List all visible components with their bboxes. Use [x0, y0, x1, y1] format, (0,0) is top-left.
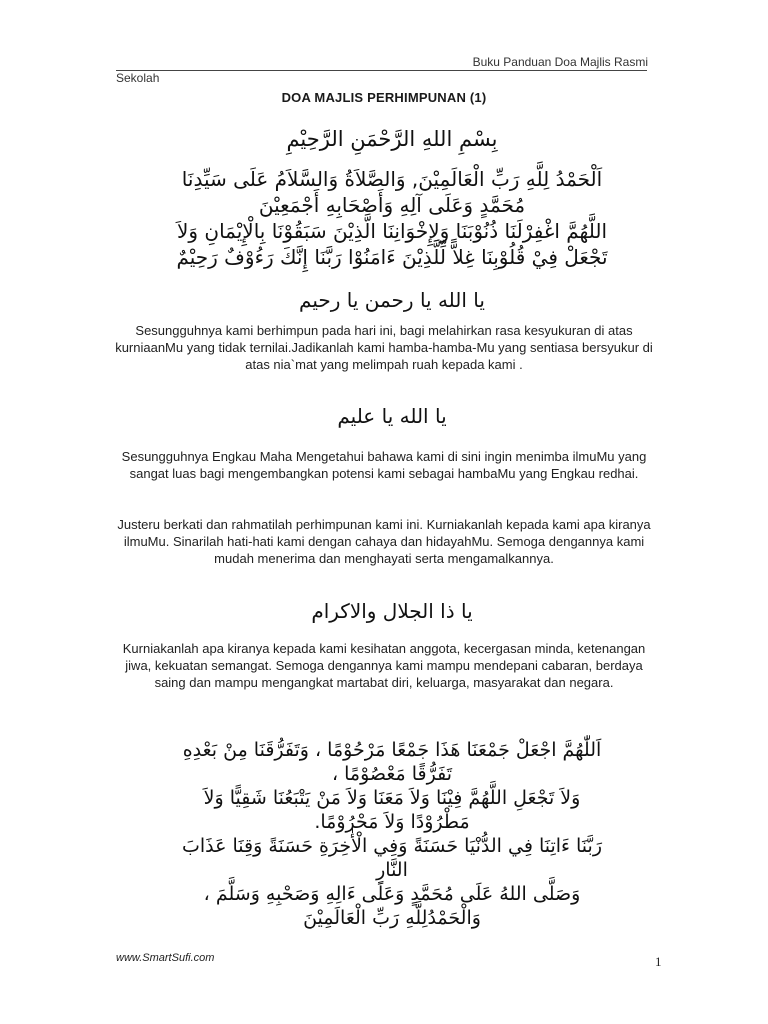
closing-prayer-line: مَطْرُوْدًا وَلاَ مَحْرُوْمًا. [314, 811, 470, 833]
paragraph-4: Kurniakanlah apa kiranya kepada kami kesihatan anggota, kecergasan minda, ketenangan jiwa, kekuatan semangat. Semoga dengannya kami mampu mendepani cabaran, berdaya saing dan mampu mengangkat martabat diri, keluarga, masyarakat dan negara. [122, 641, 646, 690]
opening-prayer-line: اَلْحَمْدُ لِلَّهِ رَبِّ الْعَالَمِيْنَ, وَالصَّلاَةُ وَالسَّلاَمُ عَلَى سَيِّدِنَا [181, 167, 603, 191]
basmala: بِسْمِ اللهِ الرَّحْمَنِ الرَّحِيْمِ [286, 127, 498, 151]
opening-prayer-line: تَجْعَلْ فِيْ قُلُوْبِنَا غِلاًّ لِّلَّذِيْنَ ءَامَنُوْا رَبَّنَا إِنَّكَ رَءُوْفٌ رَحِيْمٌ [176, 245, 608, 269]
closing-prayer-line: تَفَرُّقًا مَعْصُوْمًا ، [331, 763, 453, 785]
closing-prayer [112, 738, 672, 930]
document-title: DOA MAJLIS PERHIMPUNAN (1) [281, 90, 487, 105]
invocation-heading-2: يا الله يا عليم [337, 404, 447, 428]
page-number: 1 [655, 954, 662, 969]
closing-prayer-line: وَالْحَمْدُلِلَّهِ رَبِّ الْعَالَمِيْنَ [303, 907, 481, 929]
closing-prayer-line: النَّارِ [376, 859, 408, 881]
opening-prayer-line: اللَّهُمَّ اغْفِرْلَنَا ذُنُوْبَنَا وَلِإِخْوَانِنَا الَّذِيْنَ سَبَقُوْنَا بِالْإِيْمَانِ وَلاَ [176, 219, 608, 243]
footer-url: www.SmartSufi.com [116, 952, 215, 964]
closing-prayer-line: اَللّٰهُمَّ اجْعَلْ جَمْعَنَا هَذَا جَمْعًا مَرْحُوْمًا ، وَتَفَرُّقَنَا مِنْ بَعْدِهِ [182, 739, 602, 761]
opening-prayer-line: مُحَمَّدٍ وَعَلَى آلِهِ وَأَصْحَابِهِ أَجْمَعِيْنَ [258, 193, 526, 217]
opening-prayer [112, 166, 672, 270]
invocation-heading-3: يا ذا الجلال والاكرام [311, 599, 473, 623]
closing-prayer-line: وَلاَ تَجْعَلِ اللَّهُمَّ فِيْنَا وَلاَ مَعَنَا وَلاَ مَنْ يَتْبَعُنَا شَقِيًّا وَلاَ [203, 787, 581, 809]
header-divider [116, 70, 647, 71]
closing-prayer-line: رَبَّنَا ءَاتِنَا فِي الدُّنْيَا حَسَنَةً وَفِي الْأٰخِرَةِ حَسَنَةً وَقِنَا عَذَابَ [181, 835, 602, 857]
paragraph-2: Sesungguhnya Engkau Maha Mengetahui bahawa kami di sini ingin menimba ilmuMu yang sangat luas bagi mengembangkan potensi kami sebagai hambaMu yang Engkau redhai. [121, 449, 647, 481]
paragraph-1: Sesungguhnya kami berhimpun pada hari ini, bagi melahirkan rasa kesyukuran di atas kurniaanMu yang tidak ternilai.Jadikanlah kami hamba-hamba-Mu yang sentiasa bersyukur di atas nia`mat yang melimpah ruah kepada kami . [115, 323, 653, 372]
invocation-heading-1: يا الله يا رحمن يا رحيم [299, 288, 485, 312]
header-title: Buku Panduan Doa Majlis Rasmi [472, 55, 648, 69]
paragraph-3: Justeru berkati dan rahmatilah perhimpunan kami ini. Kurniakanlah kepada kami apa kiranya ilmuMu. Sinarilah hati-hati kami dengan cahaya dan hidayahMu. Semoga dengannya kami mudah menerima dan menghayati serta mengamalkannya. [117, 517, 651, 566]
header-subtitle: Sekolah [116, 71, 160, 85]
closing-prayer-line: وَصَلَّى اللهُ عَلَى مُحَمَّدٍ وَعَلَى ءَالِهِ وَصَحْبِهِ وَسَلَّمَ ، [203, 883, 581, 905]
